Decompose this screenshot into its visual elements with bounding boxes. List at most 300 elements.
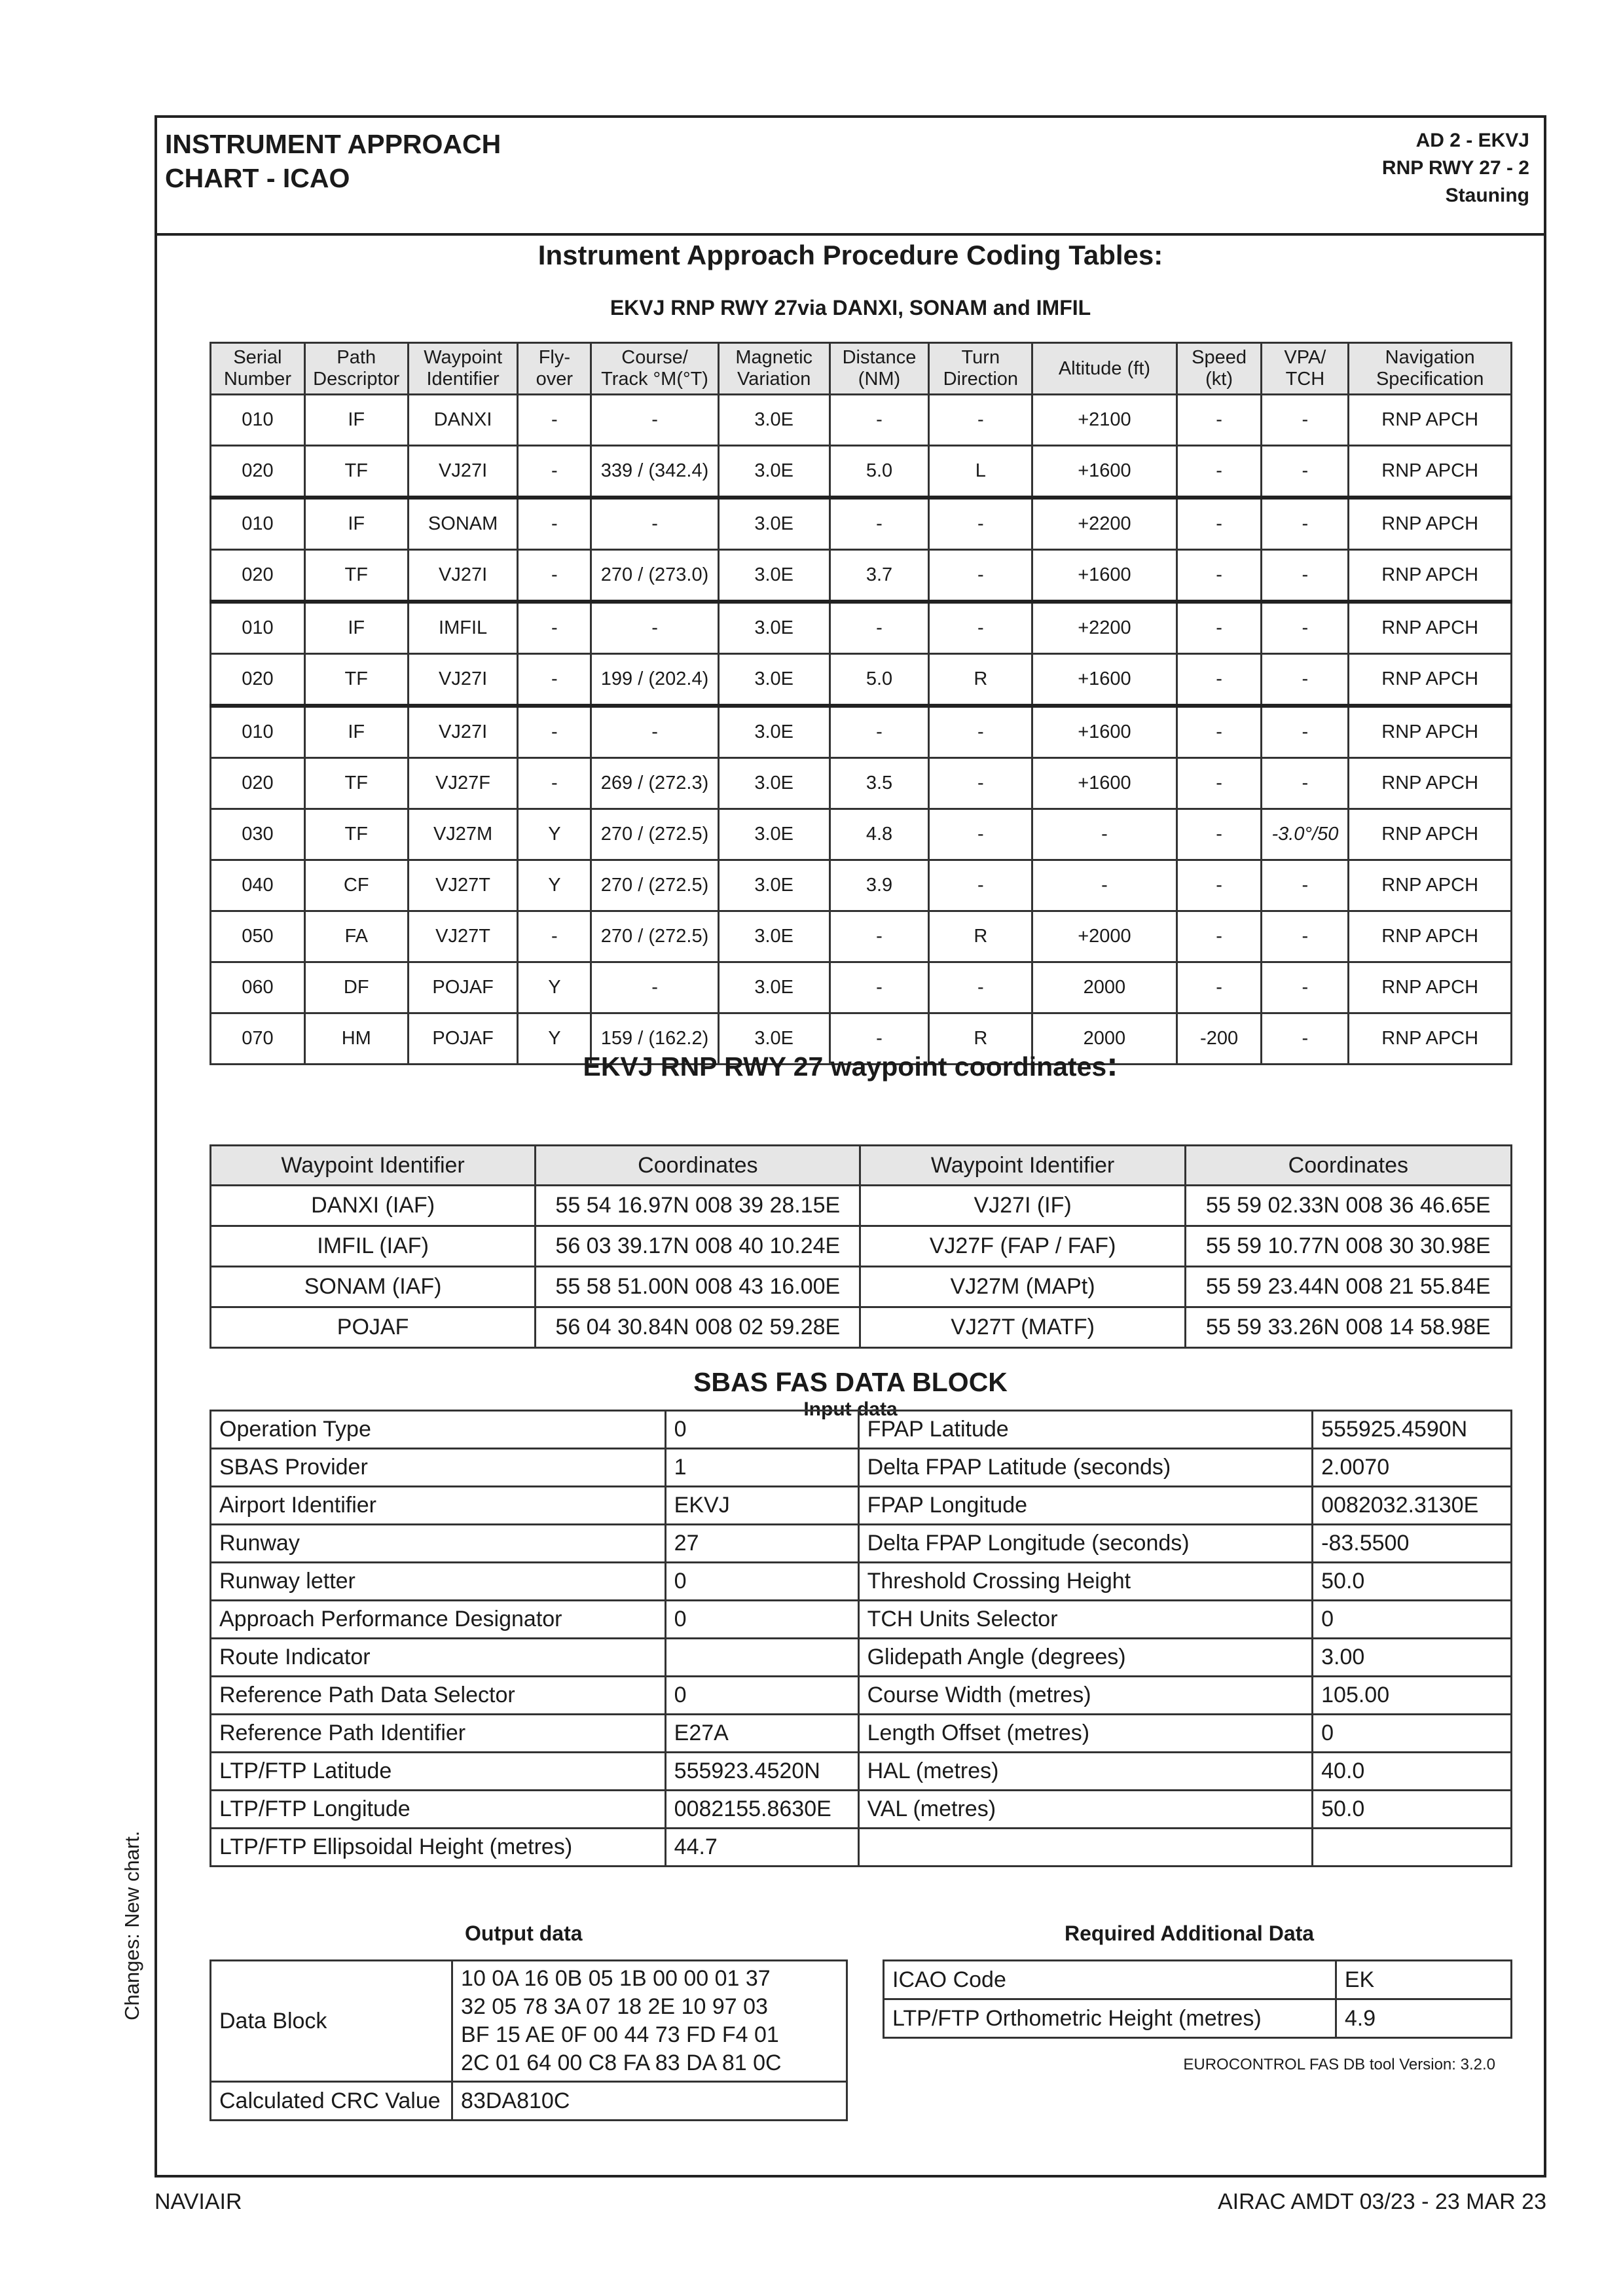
- table-cell: -: [1262, 860, 1349, 911]
- table-cell: VJ27F: [408, 758, 518, 809]
- table-cell: TF: [304, 550, 408, 602]
- table-row: [211, 1677, 1512, 1715]
- table-cell: -: [1262, 602, 1349, 654]
- table-cell: 010: [211, 395, 305, 446]
- table-cell: 555923.4520N: [665, 1753, 858, 1791]
- chart-frame: [155, 115, 1546, 2178]
- table-cell: -: [1262, 758, 1349, 809]
- column-header-line: Path: [337, 347, 376, 368]
- table-cell: -: [518, 550, 591, 602]
- column-header-line: Distance: [842, 347, 917, 368]
- table-cell: -: [518, 446, 591, 498]
- table-cell: 3.0E: [718, 809, 830, 860]
- column-header-line: Course/: [621, 347, 688, 368]
- table-cell: 020: [211, 550, 305, 602]
- table-cell: LTP/FTP Orthometric Height (metres): [884, 1999, 1336, 2038]
- table-cell: -: [518, 654, 591, 706]
- table-cell: 3.0E: [718, 706, 830, 758]
- table-cell: RNP APCH: [1349, 706, 1512, 758]
- table-cell: -: [591, 706, 719, 758]
- table-cell: LTP/FTP Latitude: [211, 1753, 666, 1791]
- table-cell: 0: [665, 1677, 858, 1715]
- procedure-coding-table: [210, 342, 1512, 1065]
- table-cell: DANXI: [408, 395, 518, 446]
- chart-title: [165, 127, 501, 195]
- table-cell: VJ27I (IF): [860, 1186, 1185, 1226]
- table-cell: L: [929, 446, 1032, 498]
- table-cell: 5.0: [830, 446, 929, 498]
- table-cell: TF: [304, 654, 408, 706]
- table-cell: 3.0E: [718, 654, 830, 706]
- table-cell: 4.8: [830, 809, 929, 860]
- table-cell: -: [1262, 446, 1349, 498]
- ref-procedure: RNP RWY 27 - 2: [1381, 157, 1529, 179]
- table-row: [211, 1226, 1512, 1267]
- column-header: [1032, 343, 1176, 395]
- table-row: [211, 1267, 1512, 1307]
- table-cell: +1600: [1032, 706, 1176, 758]
- table-cell: +1600: [1032, 446, 1176, 498]
- column-header-line: Specification: [1376, 369, 1484, 390]
- footer-airac: AIRAC AMDT 03/23 - 23 MAR 23: [1217, 2189, 1546, 2214]
- table-cell: Operation Type: [211, 1411, 666, 1449]
- table-cell: -: [929, 550, 1032, 602]
- table-cell: +1600: [1032, 758, 1176, 809]
- column-header-line: Speed: [1192, 347, 1247, 368]
- table-cell: 030: [211, 809, 305, 860]
- table-cell: LTP/FTP Ellipsoidal Height (metres): [211, 1829, 666, 1867]
- table-cell: TF: [304, 446, 408, 498]
- fas-title: SBAS FAS DATA BLOCK: [693, 1367, 1008, 1397]
- table-cell: SBAS Provider: [211, 1449, 666, 1487]
- table-cell: VJ27F (FAP / FAF): [860, 1226, 1185, 1267]
- table-cell: 3.9: [830, 860, 929, 911]
- table-cell: IF: [304, 602, 408, 654]
- column-header: [211, 343, 305, 395]
- table-cell: 4.9: [1336, 1999, 1511, 2038]
- table-row: [211, 1753, 1512, 1791]
- table-cell: -: [1176, 809, 1262, 860]
- table-cell: RNP APCH: [1349, 1013, 1512, 1065]
- table-row: [211, 2082, 847, 2121]
- table-cell: -: [929, 962, 1032, 1013]
- table-cell: LTP/FTP Longitude: [211, 1791, 666, 1829]
- table-cell: +2000: [1032, 911, 1176, 962]
- table-cell: 270 / (273.0): [591, 550, 719, 602]
- table-cell: R: [929, 654, 1032, 706]
- table-cell: TF: [304, 809, 408, 860]
- table-cell: -: [1176, 550, 1262, 602]
- table-row: [211, 1186, 1512, 1226]
- header-divider: [157, 233, 1544, 236]
- data-block-line: 32 05 78 3A 07 18 2E 10 97 03: [461, 1994, 768, 2019]
- table-cell: 0: [665, 1563, 858, 1601]
- table-cell: IMFIL (IAF): [211, 1226, 536, 1267]
- table-row: [211, 550, 1512, 602]
- table-cell: -: [929, 860, 1032, 911]
- table-cell: -: [830, 911, 929, 962]
- table-row: [211, 1829, 1512, 1867]
- table-cell: 0: [1313, 1601, 1512, 1639]
- column-header: [718, 343, 830, 395]
- column-header: [1349, 343, 1512, 395]
- table-cell: 105.00: [1313, 1677, 1512, 1715]
- data-block-value: [452, 1961, 847, 2082]
- table-cell: R: [929, 1013, 1032, 1065]
- table-cell: 55 59 23.44N 008 21 55.84E: [1185, 1267, 1511, 1307]
- column-header-line: (NM): [858, 369, 901, 390]
- fas-output-table: [210, 1959, 848, 2121]
- tool-version: EUROCONTROL FAS DB tool Version: 3.2.0: [1183, 2056, 1495, 2073]
- column-header-line: Serial: [233, 347, 282, 368]
- table-cell: -: [830, 602, 929, 654]
- table-cell: -: [518, 911, 591, 962]
- waypoint-coords-title: [157, 1045, 1544, 1084]
- table-cell: -: [830, 1013, 929, 1065]
- table-cell: -: [1262, 654, 1349, 706]
- table-cell: 2000: [1032, 1013, 1176, 1065]
- table-cell: 010: [211, 706, 305, 758]
- table-cell: 3.0E: [718, 498, 830, 550]
- table-cell: -: [1262, 1013, 1349, 1065]
- table-cell: IF: [304, 498, 408, 550]
- table-cell: 27: [665, 1525, 858, 1563]
- table-cell: Length Offset (metres): [858, 1715, 1313, 1753]
- table-cell: 3.0E: [718, 758, 830, 809]
- table-cell: 3.0E: [718, 395, 830, 446]
- table-cell: 3.0E: [718, 446, 830, 498]
- table-cell: RNP APCH: [1349, 602, 1512, 654]
- coding-title: Instrument Approach Procedure Coding Tables:: [538, 240, 1163, 270]
- table-cell: Reference Path Data Selector: [211, 1677, 666, 1715]
- waypoint-coords-title-text: EKVJ RNP RWY 27 waypoint coordinates: [583, 1051, 1107, 1082]
- output-data-label: Output data: [465, 1922, 583, 1945]
- table-cell: 270 / (272.5): [591, 911, 719, 962]
- table-cell: Delta FPAP Latitude (seconds): [858, 1449, 1313, 1487]
- table-row: [211, 1411, 1512, 1449]
- table-cell: IF: [304, 706, 408, 758]
- table-cell: R: [929, 911, 1032, 962]
- table-cell: +1600: [1032, 654, 1176, 706]
- column-header: [1176, 343, 1262, 395]
- table-cell: 3.0E: [718, 911, 830, 962]
- crc-label: Calculated CRC Value: [211, 2082, 452, 2121]
- table-cell: -: [518, 758, 591, 809]
- table-cell: FPAP Latitude: [858, 1411, 1313, 1449]
- table-cell: -: [1262, 498, 1349, 550]
- table-cell: 020: [211, 758, 305, 809]
- changes-note: Changes: New chart.: [120, 1831, 143, 2020]
- table-cell: 40.0: [1313, 1753, 1512, 1791]
- table-cell: 199 / (202.4): [591, 654, 719, 706]
- waypoint-coords-title-colon: :: [1106, 1046, 1118, 1084]
- table-row: [211, 1961, 847, 2082]
- table-cell: -200: [1176, 1013, 1262, 1065]
- column-header-line: Turn: [961, 347, 1000, 368]
- table-row: [211, 962, 1512, 1013]
- table-cell: TF: [304, 758, 408, 809]
- table-cell: 269 / (272.3): [591, 758, 719, 809]
- ref-location: Stauning: [1445, 185, 1529, 206]
- table-cell: 020: [211, 446, 305, 498]
- column-header: Coordinates: [536, 1146, 860, 1186]
- table-cell: RNP APCH: [1349, 498, 1512, 550]
- table-cell: E27A: [665, 1715, 858, 1753]
- table-row: [211, 860, 1512, 911]
- table-cell: DANXI (IAF): [211, 1186, 536, 1226]
- table-cell: VJ27I: [408, 446, 518, 498]
- column-header: [518, 343, 591, 395]
- table-cell: +2100: [1032, 395, 1176, 446]
- table-row: [211, 498, 1512, 550]
- table-cell: RNP APCH: [1349, 395, 1512, 446]
- title-line-1: INSTRUMENT APPROACH: [165, 129, 501, 159]
- table-cell: -: [929, 498, 1032, 550]
- table-cell: 50.0: [1313, 1791, 1512, 1829]
- column-header-line: Descriptor: [313, 369, 400, 390]
- table-cell: -: [929, 602, 1032, 654]
- table-cell: 3.5: [830, 758, 929, 809]
- table-row: [211, 602, 1512, 654]
- column-header-line: Navigation: [1385, 347, 1475, 368]
- table-row: [211, 654, 1512, 706]
- table-cell: 159 / (162.2): [591, 1013, 719, 1065]
- table-cell: -: [830, 498, 929, 550]
- table-row: [211, 1525, 1512, 1563]
- table-cell: Course Width (metres): [858, 1677, 1313, 1715]
- table-cell: -: [1176, 706, 1262, 758]
- table-cell: 270 / (272.5): [591, 809, 719, 860]
- table-cell: -: [929, 809, 1032, 860]
- column-header-line: Fly-: [538, 347, 571, 368]
- table-cell: POJAF: [408, 1013, 518, 1065]
- table-row: [884, 1961, 1512, 1999]
- table-cell: [1313, 1829, 1512, 1867]
- table-cell: RNP APCH: [1349, 758, 1512, 809]
- table-cell: TCH Units Selector: [858, 1601, 1313, 1639]
- column-header: Coordinates: [1185, 1146, 1511, 1186]
- table-cell: 060: [211, 962, 305, 1013]
- column-header-line: over: [536, 369, 574, 390]
- table-cell: 0082032.3130E: [1313, 1487, 1512, 1525]
- table-cell: HAL (metres): [858, 1753, 1313, 1791]
- table-cell: 2.0070: [1313, 1449, 1512, 1487]
- table-cell: 070: [211, 1013, 305, 1065]
- table-cell: FA: [304, 911, 408, 962]
- column-header-line: VPA/: [1284, 347, 1326, 368]
- column-header-line: Identifier: [426, 369, 500, 390]
- data-block-label: Data Block: [211, 1961, 452, 2082]
- table-cell: 55 58 51.00N 008 43 16.00E: [536, 1267, 860, 1307]
- data-block-line: 10 0A 16 0B 05 1B 00 00 01 37: [461, 1966, 771, 1991]
- column-header: [929, 343, 1032, 395]
- table-cell: 050: [211, 911, 305, 962]
- table-cell: +1600: [1032, 550, 1176, 602]
- table-cell: 339 / (342.4): [591, 446, 719, 498]
- table-cell: -: [1262, 911, 1349, 962]
- column-header-line: Waypoint: [424, 347, 502, 368]
- column-header-line: Direction: [943, 369, 1019, 390]
- table-cell: -: [1262, 550, 1349, 602]
- table-cell: 5.0: [830, 654, 929, 706]
- table-cell: -: [591, 962, 719, 1013]
- required-data-label: Required Additional Data: [1065, 1922, 1315, 1945]
- table-cell: RNP APCH: [1349, 654, 1512, 706]
- table-cell: -: [1262, 395, 1349, 446]
- table-cell: -: [1176, 962, 1262, 1013]
- table-cell: -: [1262, 962, 1349, 1013]
- table-cell: 040: [211, 860, 305, 911]
- table-cell: RNP APCH: [1349, 911, 1512, 962]
- table-cell: VJ27M (MAPt): [860, 1267, 1185, 1307]
- column-header-line: Variation: [737, 369, 811, 390]
- table-cell: 1: [665, 1449, 858, 1487]
- table-cell: SONAM: [408, 498, 518, 550]
- crc-value: 83DA810C: [452, 2082, 847, 2121]
- column-header: [408, 343, 518, 395]
- fas-input-label: Input data: [803, 1398, 898, 1420]
- table-cell: 0: [665, 1601, 858, 1639]
- table-cell: 010: [211, 602, 305, 654]
- table-cell: 55 59 33.26N 008 14 58.98E: [1185, 1307, 1511, 1348]
- table-cell: -83.5500: [1313, 1525, 1512, 1563]
- table-cell: -: [1176, 395, 1262, 446]
- table-cell: Approach Performance Designator: [211, 1601, 666, 1639]
- title-line-2: CHART - ICAO: [165, 163, 350, 193]
- table-cell: -: [1032, 860, 1176, 911]
- table-cell: -: [1176, 654, 1262, 706]
- table-cell: 3.0E: [718, 602, 830, 654]
- table-cell: 56 03 39.17N 008 40 10.24E: [536, 1226, 860, 1267]
- table-cell: -: [830, 395, 929, 446]
- column-header-line: Number: [223, 369, 291, 390]
- table-cell: VJ27M: [408, 809, 518, 860]
- table-row: [211, 1307, 1512, 1348]
- table-row: [884, 1999, 1512, 2038]
- table-cell: 0082155.8630E: [665, 1791, 858, 1829]
- table-cell: 56 04 30.84N 008 02 59.28E: [536, 1307, 860, 1348]
- chart-reference: [1382, 127, 1529, 210]
- table-cell: POJAF: [408, 962, 518, 1013]
- table-cell: RNP APCH: [1349, 446, 1512, 498]
- column-header: [1262, 343, 1349, 395]
- table-cell: 3.0E: [718, 1013, 830, 1065]
- table-cell: HM: [304, 1013, 408, 1065]
- table-cell: RNP APCH: [1349, 550, 1512, 602]
- table-cell: -: [591, 498, 719, 550]
- table-row: [211, 1601, 1512, 1639]
- table-cell: EKVJ: [665, 1487, 858, 1525]
- table-cell: 3.0E: [718, 860, 830, 911]
- table-cell: Runway letter: [211, 1563, 666, 1601]
- table-cell: -: [1176, 860, 1262, 911]
- column-header-line: Track °M(°T): [601, 369, 708, 390]
- table-cell: -: [518, 602, 591, 654]
- table-cell: Reference Path Identifier: [211, 1715, 666, 1753]
- table-row: [211, 706, 1512, 758]
- table-cell: EK: [1336, 1961, 1511, 1999]
- table-cell: -: [929, 395, 1032, 446]
- table-row: [211, 1563, 1512, 1601]
- table-cell: 44.7: [665, 1829, 858, 1867]
- table-cell: 3.0E: [718, 550, 830, 602]
- table-cell: -: [1032, 809, 1176, 860]
- table-cell: 3.00: [1313, 1639, 1512, 1677]
- table-cell: VAL (metres): [858, 1791, 1313, 1829]
- waypoint-coordinates-table: [210, 1144, 1512, 1349]
- table-cell: 3.0E: [718, 962, 830, 1013]
- table-row: [211, 1791, 1512, 1829]
- table-cell: [665, 1639, 858, 1677]
- table-cell: Delta FPAP Longitude (seconds): [858, 1525, 1313, 1563]
- table-cell: +2200: [1032, 602, 1176, 654]
- table-row: [211, 446, 1512, 498]
- required-additional-table: [883, 1959, 1512, 2039]
- table-cell: 2000: [1032, 962, 1176, 1013]
- table-cell: -3.0°/50: [1262, 809, 1349, 860]
- column-header-line: Magnetic: [735, 347, 813, 368]
- table-cell: RNP APCH: [1349, 962, 1512, 1013]
- table-row: [211, 1487, 1512, 1525]
- coding-subtitle: EKVJ RNP RWY 27via DANXI, SONAM and IMFIL: [610, 296, 1091, 319]
- table-cell: Y: [518, 962, 591, 1013]
- table-cell: -: [591, 395, 719, 446]
- table-cell: DF: [304, 962, 408, 1013]
- table-cell: -: [1176, 498, 1262, 550]
- table-cell: 0: [1313, 1715, 1512, 1753]
- table-cell: SONAM (IAF): [211, 1267, 536, 1307]
- table-cell: IMFIL: [408, 602, 518, 654]
- table-cell: CF: [304, 860, 408, 911]
- table-cell: 555925.4590N: [1313, 1411, 1512, 1449]
- column-header: [830, 343, 929, 395]
- fas-input-table: [210, 1410, 1512, 1867]
- table-row: [211, 1715, 1512, 1753]
- table-cell: -: [518, 706, 591, 758]
- table-cell: Route Indicator: [211, 1639, 666, 1677]
- table-cell: VJ27I: [408, 550, 518, 602]
- table-cell: -: [1262, 706, 1349, 758]
- table-cell: VJ27I: [408, 654, 518, 706]
- table-cell: -: [929, 706, 1032, 758]
- column-header: [591, 343, 719, 395]
- table-cell: 0: [665, 1411, 858, 1449]
- table-cell: -: [830, 706, 929, 758]
- table-cell: 270 / (272.5): [591, 860, 719, 911]
- table-cell: 010: [211, 498, 305, 550]
- column-header-line: Altitude (ft): [1058, 357, 1151, 379]
- table-cell: [858, 1829, 1313, 1867]
- table-cell: IF: [304, 395, 408, 446]
- table-cell: POJAF: [211, 1307, 536, 1348]
- table-cell: -: [1176, 602, 1262, 654]
- column-header: Waypoint Identifier: [211, 1146, 536, 1186]
- table-cell: -: [591, 602, 719, 654]
- table-cell: VJ27T: [408, 860, 518, 911]
- table-cell: VJ27T: [408, 911, 518, 962]
- table-row: [211, 758, 1512, 809]
- column-header: [304, 343, 408, 395]
- table-cell: -: [1176, 446, 1262, 498]
- table-cell: Airport Identifier: [211, 1487, 666, 1525]
- table-cell: VJ27I: [408, 706, 518, 758]
- table-cell: 55 59 10.77N 008 30 30.98E: [1185, 1226, 1511, 1267]
- column-header-line: TCH: [1285, 369, 1325, 390]
- table-cell: +2200: [1032, 498, 1176, 550]
- table-cell: Y: [518, 1013, 591, 1065]
- table-cell: -: [1176, 911, 1262, 962]
- table-cell: 50.0: [1313, 1563, 1512, 1601]
